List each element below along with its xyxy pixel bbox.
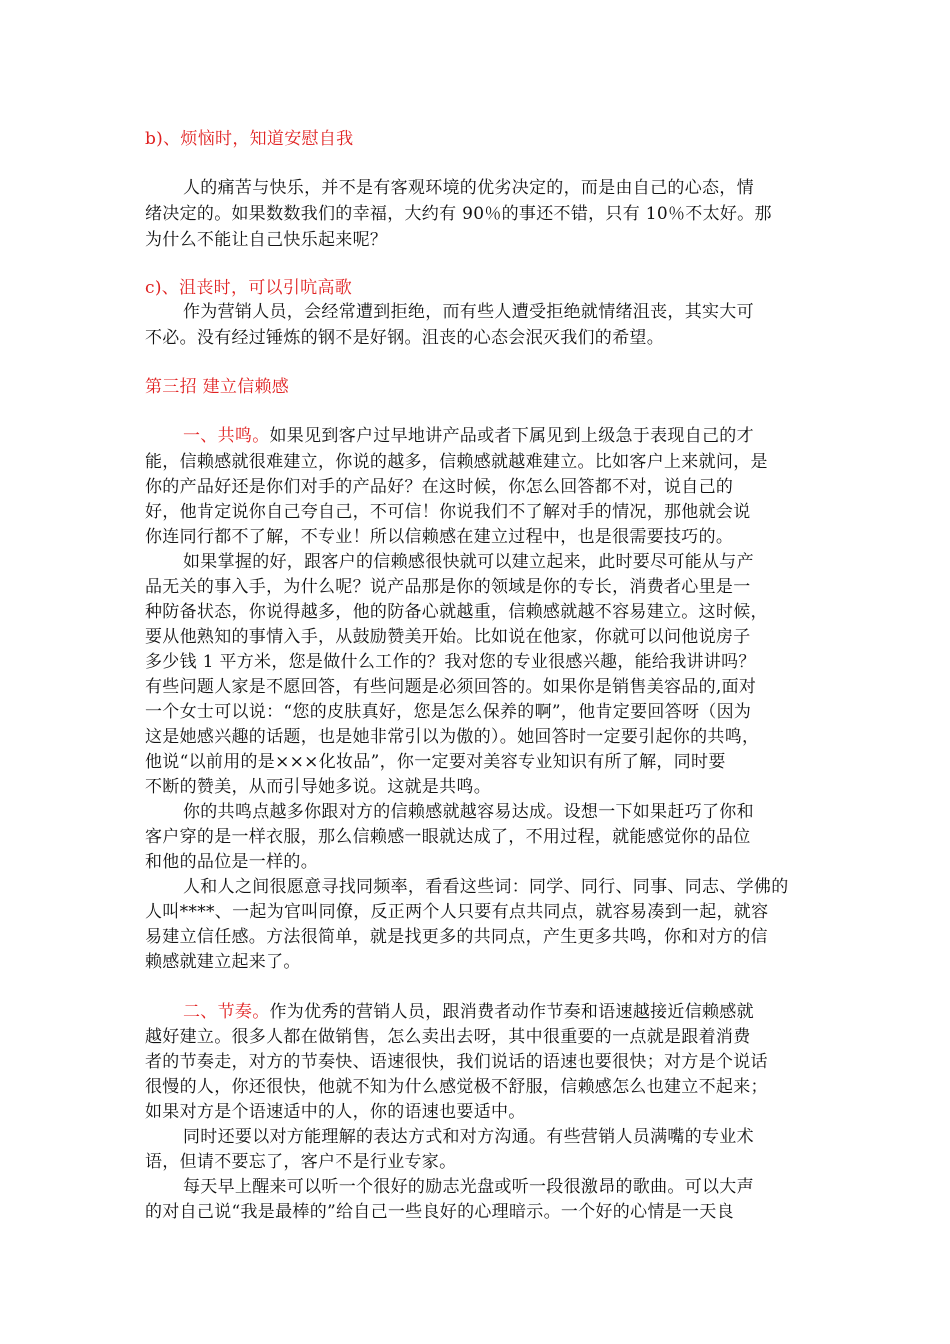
resonance-line: 你连同行都不了解，不专业！所以信赖感在建立过程中，也是很需要技巧的。 [145,527,734,547]
para-master-line: 要从他熟知的事情入手，从鼓励赞美开始。比如说在他家，你就可以问他说房子 [145,627,751,647]
rhythm-line: 越好建立。很多人都在做销售，怎么卖出去呀，其中很重要的一点就是跟着消费 [145,1027,751,1047]
para-master-line: 这是她感兴趣的话题，也是她非常引以为傲的）。她回答时一定要引起你的共鸣， [145,727,760,747]
para-people-line: 易建立信任感。方法很简单，就是找更多的共同点，产生更多共鸣，你和对方的信 [145,927,768,947]
resonance-line: 你的产品好还是你们对手的产品好？在这时候，你怎么回答都不对，说自己的 [145,477,734,497]
heading-c: c)、沮丧时，可以引吭高歌 [145,278,353,298]
rhythm-first-text: 作为优秀的营销人员，跟消费者动作节奏和语速越接近信赖感就 [269,1002,754,1022]
rhythm-first-line [183,1000,810,1024]
para-c-line: 不必。没有经过锤炼的钢不是好钢。沮丧的心态会泯灭我们的希望。 [145,328,664,348]
para-master-line: 一个女士可以说：“您的皮肤真好，您是怎么保养的啊”，他肯定要回答呀（因为 [145,702,752,722]
para-b-line: 人的痛苦与快乐，并不是有客观环境的优劣决定的，而是由自己的心态，情 [183,178,754,198]
rhythm-line: 如果对方是个语速适中的人，你的语速也要适中。 [145,1102,526,1122]
para-master-line: 多少钱 1 平方米，您是做什么工作的？我对您的专业很感兴趣，能给我讲讲吗？ [145,652,756,672]
para-c-line: 作为营销人员，会经常遭到拒绝，而有些人遭受拒绝就情绪沮丧，其实大可 [183,302,754,322]
para-master-line: 如果掌握的好，跟客户的信赖感很快就可以建立起来，此时要尽可能从与产 [183,552,754,572]
para-b-line: 绪决定的。如果数数我们的幸福，大约有 90％的事还不错，只有 10％不太好。那 [145,204,772,224]
heading-b: b)、烦恼时，知道安慰自我 [145,129,354,149]
rhythm-line: 很慢的人，你还很快，他就不知为什么感觉极不舒服，信赖感怎么也建立不起来； [145,1077,768,1097]
resonance-first-text: 如果见到客户过早地讲产品或者下属见到上级急于表现自己的才 [269,426,754,446]
para-master-line: 种防备状态，你说得越多，他的防备心就越重，信赖感就越不容易建立。这时候， [145,602,768,622]
rhythm-line: 者的节奏走，对方的节奏快、语速很快，我们说话的语速也要很快；对方是个说话 [145,1052,768,1072]
resonance-line: 好，他肯定说你自己夸自己，不可信！你说我们不了解对手的情况，那他就会说 [145,502,751,522]
para-master-line: 品无关的事入手，为什么呢？说产品那是你的领域是你的专长，消费者心里是一 [145,577,751,597]
para-morning-line: 每天早上醒来可以听一个很好的励志光盘或听一段很激昂的歌曲。可以大声 [183,1177,754,1197]
para-more-line: 客户穿的是一样衣服，那么信赖感一眼就达成了，不用过程，就能感觉你的品位 [145,827,751,847]
heading-third: 第三招 建立信赖感 [145,377,290,397]
para-more-line: 和他的品位是一样的。 [145,852,318,872]
resonance-first-line [183,424,810,448]
para-people-line: 人和人之间很愿意寻找同频率，看看这些词：同学、同行、同事、同志、学佛的 [183,877,789,897]
para-same-line: 同时还要以对方能理解的表达方式和对方沟通。有些营销人员满嘴的专业术 [183,1127,754,1147]
para-master-line: 不断的赞美，从而引导她多说。这就是共鸣。 [145,777,491,797]
para-more-line: 你的共鸣点越多你跟对方的信赖感就越容易达成。设想一下如果赶巧了你和 [183,802,754,822]
resonance-line: 能，信赖感就很难建立，你说的越多，信赖感就越难建立。比如客户上来就问，是 [145,452,768,472]
resonance-label: 一、共鸣。 [183,426,270,446]
para-morning-line: 的对自己说“我是最棒的”给自己一些良好的心理暗示。一个好的心情是一天良 [145,1202,734,1222]
para-people-line: 人叫****、一起为官叫同僚，反正两个人只要有点共同点，就容易凑到一起，就容 [145,902,769,922]
rhythm-label: 二、节奏。 [183,1002,270,1022]
para-people-line: 赖感就建立起来了。 [145,952,301,972]
para-same-line: 语，但请不要忘了，客户不是行业专家。 [145,1152,457,1172]
para-master-line: 有些问题人家是不愿回答，有些问题是必须回答的。如果你是销售美容品的,面对 [145,677,757,697]
para-master-line: 他说“以前用的是×××化妆品”，你一定要对美容专业知识有所了解，同时要 [145,752,726,772]
para-b-line: 为什么不能让自己快乐起来呢？ [145,230,388,250]
